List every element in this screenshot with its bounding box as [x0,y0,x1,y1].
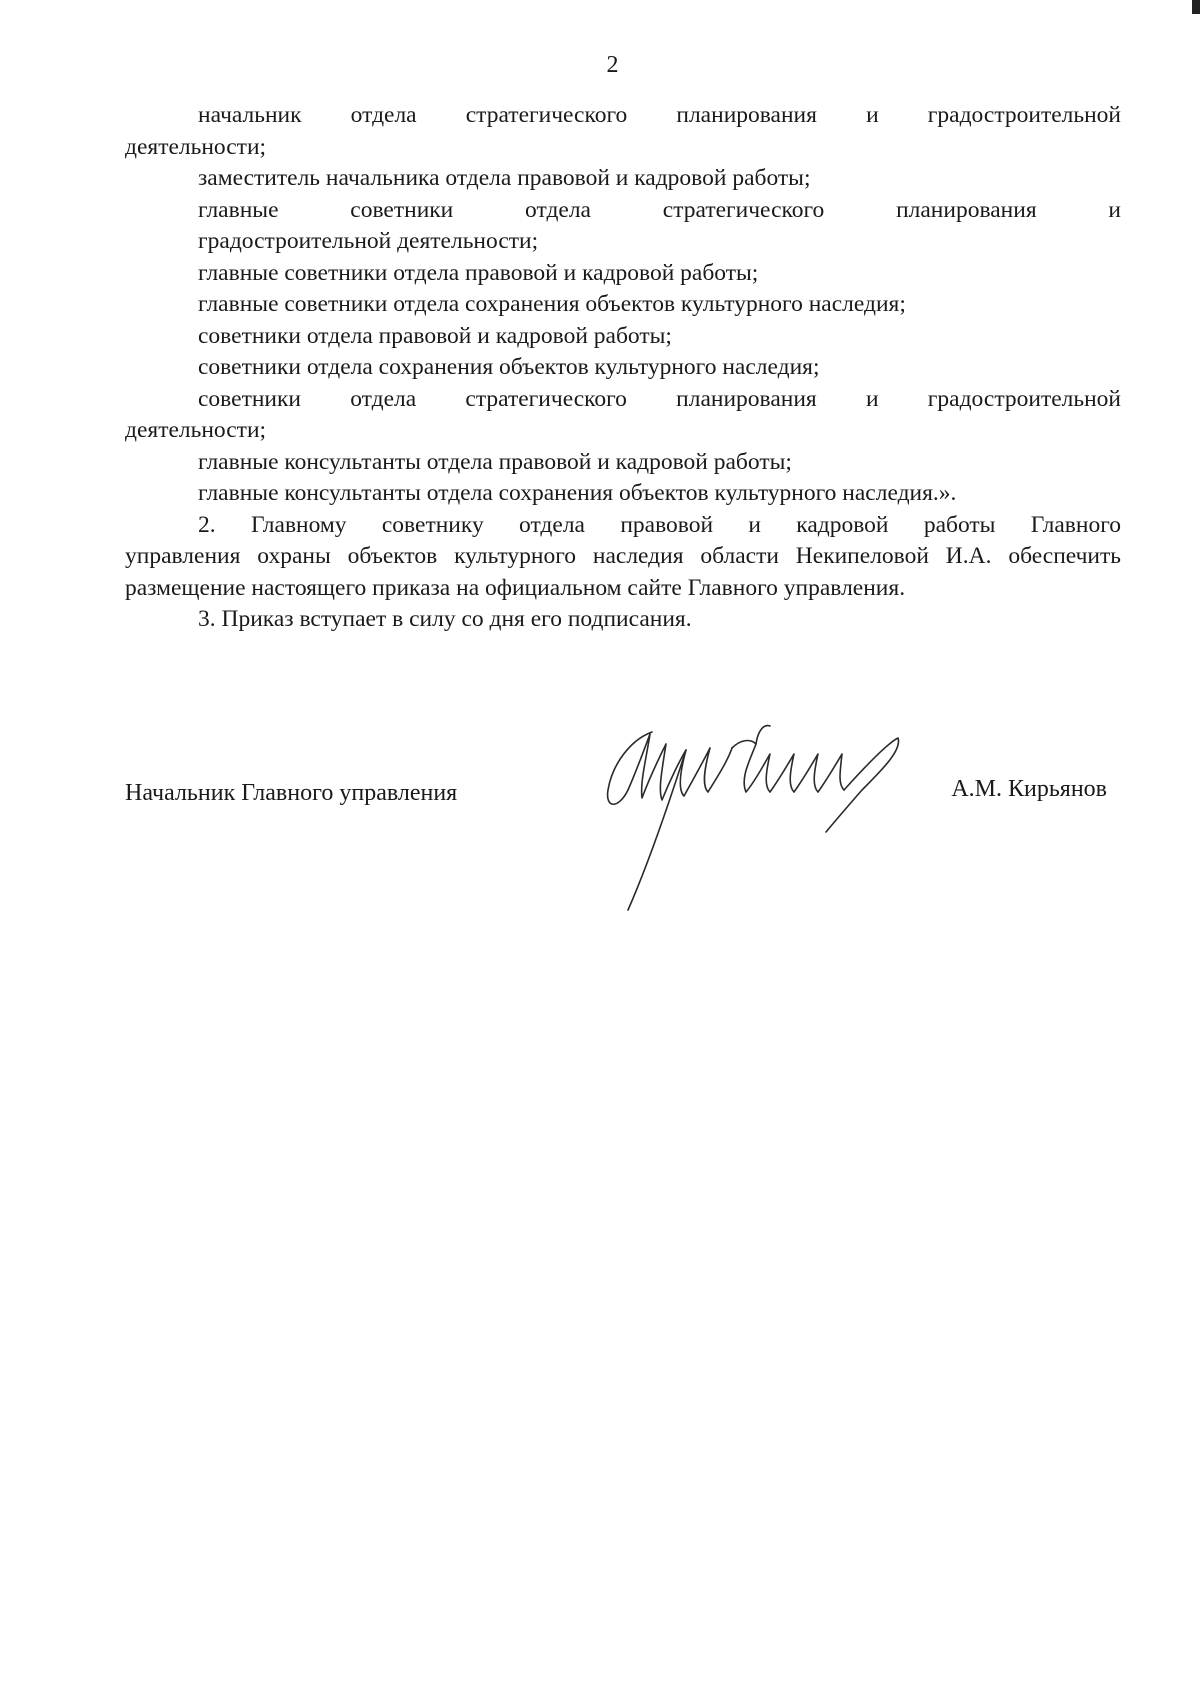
paragraph-8-line-1: советники отдела стратегического планирования и градостроительной [198,385,1121,412]
paragraph-6: советники отдела правовой и кадровой работы; [198,322,672,349]
paragraph-4: главные советники отдела правовой и кадровой работы; [198,259,759,286]
paragraph-3-line-1: главные советники отдела стратегического планирования и [198,196,1121,223]
signatory-name: А.М. Кирьянов [951,776,1107,802]
paragraph-1-continuation: деятельности; [125,133,267,160]
scan-edge-mark [1192,0,1200,14]
paragraph-9: главные консультанты отдела правовой и кадровой работы; [198,448,792,475]
paragraph-8-continuation: деятельности; [125,417,267,443]
document-body [125,100,1121,636]
paragraph-1-line-1: начальник отдела стратегического планирования и градостроительной [198,102,1121,128]
paragraph-11-line-1: 2. Главному советнику отдела правовой и кадровой работы Главного [198,511,1121,538]
paragraph-2: заместитель начальника отдела правовой и кадровой работы; [198,165,811,191]
paragraph-12: 3. Приказ вступает в силу со дня его подписания. [198,606,692,632]
paragraph-10: главные консультанты отдела сохранения объектов культурного наследия.». [198,480,957,506]
paragraph-11-continuation: управления охраны объектов культурного наследия области Некипеловой И.А. обеспечить размещение настоящего приказа на официальном сайте Главного управления. [125,543,1121,601]
paragraph-7: советники отдела сохранения объектов культурного наследия; [198,354,820,380]
paragraph-3-continuation: градостроительной деятельности; [198,228,539,254]
handwritten-signature [600,720,930,920]
paragraph-5: главные советники отдела сохранения объектов культурного наследия; [198,291,906,317]
page-number: 2 [606,52,619,78]
signatory-title: Начальник Главного управления [125,780,458,806]
